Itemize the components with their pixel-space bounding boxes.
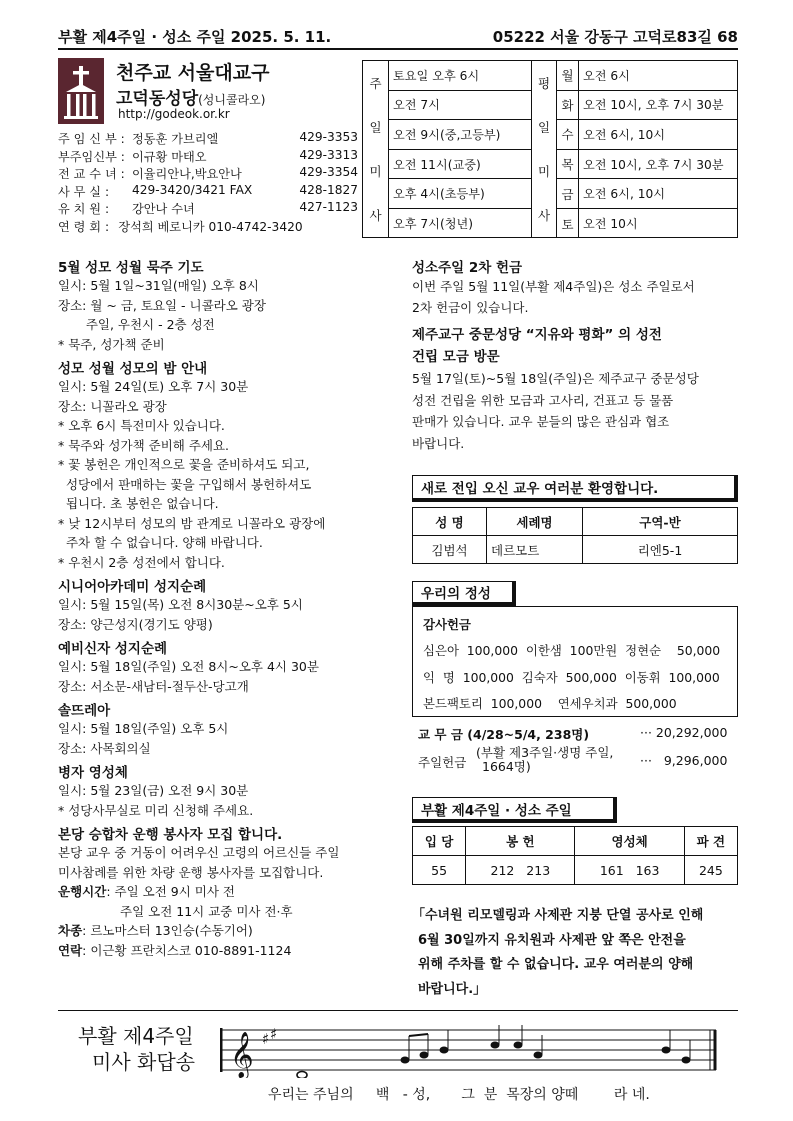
header-address: 05222 서울 강동구 고덕로83길 68 [492,28,738,46]
sunday-mass-time: 오전 7시 [389,91,531,121]
section-line: 일시: 5월 18일(주일) 오전 8시~오후 4시 30분 [58,659,319,674]
section-line: 본당 교우 중 거동이 어려우신 고령의 어르신들 주일 [58,845,340,860]
senior-pilgrimage-title: 시니어아카데미 성지순례 [58,579,207,595]
diocese-name: 천주교 서울대교구 [116,62,270,84]
thanks-offering-label: 감사헌금 [423,617,471,632]
welcome-title: 새로 전입 오신 교우 여러분 환영합니다. [412,475,738,502]
sunday-offering-label: 주일헌금 [418,755,467,770]
parking-notice: 「수녀원 리모델링과 사제관 지붕 단열 공사로 인해 6월 30일까지 유치원과 사제관 앞 쪽은 안전을 위해 주차를 할 수 없습니다. 교우 여러분의 양해 바랍니다.」 [412,908,704,997]
weekday-day: 화 [557,91,579,121]
section-line: 장소: 니꼴라오 광장 [58,398,167,414]
section-line: 일시: 5월 24일(토) 오후 7시 30분 [58,379,249,394]
van-volunteer-title: 본당 승합차 운행 봉사자 모집 합니다. [58,827,283,843]
col-header: 봉 헌 [466,827,575,856]
sick-communion-title: 병자 영성체 [58,765,128,781]
sunday-mass-time: 토요일 오후 6시 [389,61,531,91]
section-line: * 성당사무실로 미리 신청해 주세요. [58,802,254,818]
section-line: 미사참례를 위한 차량 운행 봉사자를 모집합니다. [58,864,324,880]
weekday-mass-time: 오전 6시 [579,61,737,91]
section-divider [58,1010,738,1011]
sunday-mass-time: 오전 11시(교중) [389,150,531,180]
section-line: 성당에서 판매하는 꽃을 구입해서 봉헌하셔도 [58,476,312,492]
svg-text:♯: ♯ [262,1030,270,1048]
col-header: 성 명 [413,508,487,536]
welcome-table [412,507,738,564]
rosary-title: 5월 성모 성월 묵주 기도 [58,260,204,276]
sunday-offering-note: (부활 제3주일·생명 주일, 1664명) [476,745,614,774]
section-line: 일시: 5월 18일(주일) 오후 5시 [58,721,229,736]
staff-list [58,130,358,235]
section-line: 2차 헌금이 있습니다. [412,300,529,315]
header-bar [58,22,738,50]
section-line: 장소: 양근성지(경기도 양평) [58,616,213,632]
section-line: 됩니다. 초 봉헌은 없습니다. [58,496,219,511]
psalm-music-staff [220,1022,720,1078]
psalm-subtitle: 미사 화답송 [92,1050,195,1074]
section-line: * 오후 6시 특전미사 있습니다. [58,418,225,433]
section-line: 장소: 월 ~ 금, 토요일 - 니콜라오 광장 [58,297,266,313]
jeju-visit-title-2: 건립 모금 방문 [412,349,500,365]
section-line: 장소: 서소문-새남터-절두산-당고개 [58,678,249,694]
weekday-day: 월 [557,61,579,91]
staff-row: 유 치 원 : 강안나 수녀 427-1123 [58,200,358,216]
svg-text:𝄞: 𝄞 [230,1032,254,1078]
col-header: 입 당 [413,827,466,856]
section-line: 주일, 우천시 - 2층 성전 [58,317,215,332]
weekday-day: 수 [557,120,579,150]
staff-row: 사 무 실 : 429-3420/3421 FAX 428-1827 [58,182,358,199]
sunday-offering-amount: ··· 9,296,000 [640,753,728,768]
attendance-table [412,826,738,885]
van-contact: 연락: 이근황 프란치스코 010-8891-1124 [58,942,292,958]
section-line: 주차 할 수 없습니다. 양해 바랍니다. [58,535,263,550]
section-line: 일시: 5월 15일(목) 오전 8시30분~오후 5시 [58,597,303,612]
giving-title: 우리의 정성 [412,581,516,606]
stats-title: 부활 제4주일 · 성소 주일 [412,797,617,823]
weekday-mass-time: 오전 6시, 10시 [579,179,737,209]
offering-line: 본드팩토리 100,000 연세우치과 500,000 [423,696,677,711]
sunday-mass-time: 오후 7시(청년) [393,217,474,231]
thanks-offering-box [412,606,738,717]
church-logo [58,58,104,124]
staff-row: 주 임 신 부 : 정동훈 가브리엘 429-3353 [58,130,358,146]
section-line: 판매가 있습니다. 교우 분들의 많은 관심과 협조 [412,414,670,429]
weekday-mass-time: 오전 10시, 오후 7시 30분 [579,150,737,180]
section-line: * 꽃 봉헌은 개인적으로 꽃을 준비하셔도 되고, [58,457,310,472]
website-link[interactable]: http://godeok.or.kr [118,107,230,121]
weekday-mass-time: 오전 6시, 10시 [579,120,737,150]
section-line: * 묵주와 성가책 준비해 주세요. [58,437,230,453]
right-column-top [412,256,742,454]
staff-row: 부주임신부 : 이규황 마태오 429-3313 [58,147,358,164]
section-line: * 묵주, 성가책 준비 [58,336,165,352]
sunday-mass-label: 주 일 미 사 [363,61,389,237]
col-header: 파 견 [684,827,737,856]
jeju-visit-title: 제주교구 중문성당 “지유와 평화” 의 성전 [412,327,662,343]
svg-text:♯: ♯ [270,1025,278,1043]
psalm-title: 부활 제4주일 [78,1024,194,1048]
section-line: 5월 17일(토)~5월 18일(주일)은 제주교구 중문성당 [412,371,699,386]
weekday-mass-time: 오전 10시 [583,217,638,231]
sunday-mass-time: 오후 4시(초등부) [389,179,531,209]
left-column [58,256,398,960]
van-schedule: 주일 오전 11시 교중 미사 전·후 [120,903,293,919]
section-line: 성전 건립을 위한 모금과 고사리, 건표고 등 물품 [412,392,674,408]
weekday-day: 토 [557,209,579,238]
catechumen-pilgrimage-title: 예비신자 성지순례 [58,641,168,657]
section-line: 이번 주일 5월 11일(부활 제4주일)은 성소 주일로서 [412,279,695,294]
duty-amount: ··· 20,292,000 [640,725,728,740]
col-header: 세례명 [487,508,583,536]
col-header: 구역-반 [583,508,738,536]
weekday-day: 목 [557,150,579,180]
offering-line: 익 명 100,000 김숙자 500,000 이동휘 100,000 [423,670,720,685]
staff-row: 연 령 회 : 장석희 베로니카 010-4742-3420 [58,219,303,234]
van-type: 차종: 르노마스터 13인승(수동기어) [58,923,253,938]
weekday-mass-label: 평 일 미 사 [531,61,557,237]
weekday-mass-time: 오전 10시, 오후 7시 30분 [579,91,737,121]
offering-line: 심은아 100,000 이한샘 100만원 정현순 50,000 [423,643,721,658]
duty-label: 교 무 금 (4/28~5/4, 238명) [418,727,590,742]
parish-name: 고덕동성당(성니콜라오) [116,89,266,109]
vocation-collection-title: 성소주일 2차 헌금 [412,260,523,276]
section-line: 일시: 5월 23일(금) 오전 9시 30분 [58,783,249,798]
van-schedule: 운행시간: 주일 오전 9시 미사 전 [58,884,235,899]
col-header: 영성체 [575,827,684,856]
section-line: 바랍니다. [412,435,465,451]
mass-schedule-table [362,60,738,238]
header-date: 부활 제4주일 · 성소 주일 2025. 5. 11. [58,28,332,46]
table-row: 김범석 데르모트 리엔5-1 [413,536,738,564]
section-line: * 낮 12시부터 성모의 밤 관계로 니꼴라오 광장에 [58,515,326,531]
section-line: * 우천시 2층 성전에서 합니다. [58,554,225,570]
table-row: 55 212 213 161 163 245 [413,856,738,885]
mary-night-title: 성모 성월 성모의 밤 안내 [58,361,208,377]
weekday-day: 금 [557,179,579,209]
sunday-mass-time: 오전 9시(중,고등부) [389,120,531,150]
staff-row: 전 교 수 녀 : 이율리안나,박요안나 429-3354 [58,165,358,181]
section-line: 장소: 사목회의실 [58,740,151,756]
section-line: 일시: 5월 1일~31일(매일) 오후 8시 [58,278,259,293]
soltrea-title: 솔뜨레아 [58,703,111,719]
psalm-lyrics: 우리는 주님의 백 - 성, 그 분 목장의 양떼 라 네. [268,1087,650,1103]
